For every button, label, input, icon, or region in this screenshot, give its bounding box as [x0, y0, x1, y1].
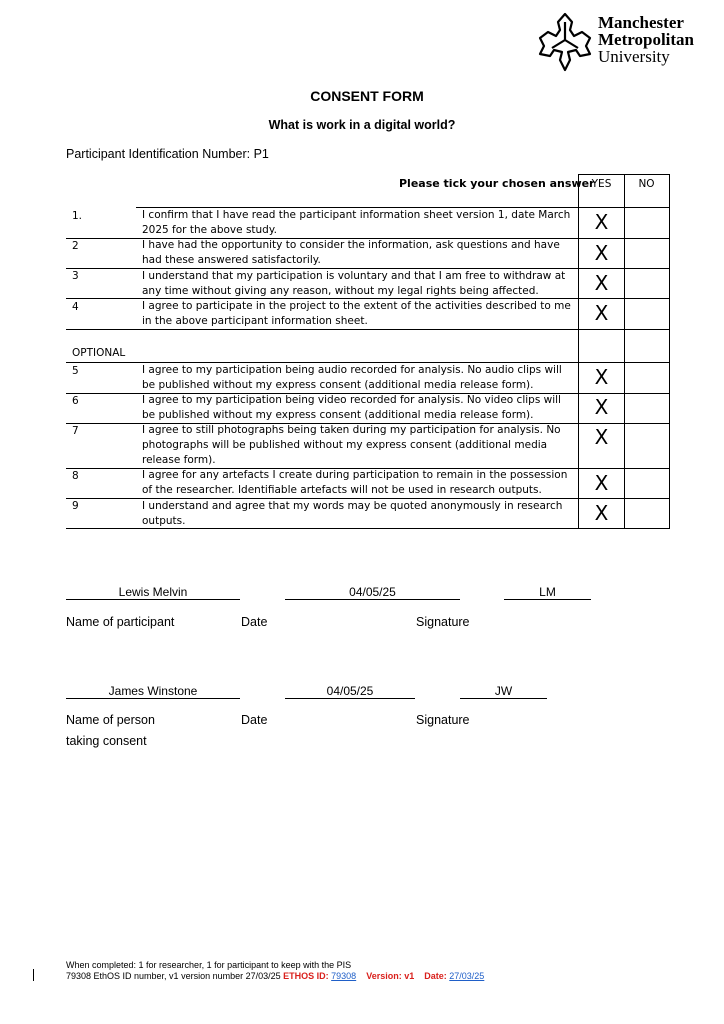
version-label: Version: v1 — [366, 971, 415, 981]
yes-mark[interactable]: X — [594, 301, 609, 325]
consent-statement: I agree for any artefacts I create during participation to remain in the possession of the researcher. Identifiable artefacts will not be used in research outputs. — [142, 469, 568, 496]
ethos-id-label: ETHOS ID: — [283, 971, 332, 981]
consent-taker-date-label: Date — [241, 713, 268, 727]
footer-version-text: 79308 EthOS ID number, v1 version number 27/03/25 — [66, 971, 284, 981]
optional-label: OPTIONAL — [72, 347, 126, 359]
footer-line-2 — [66, 971, 484, 981]
yes-mark[interactable]: X — [594, 501, 609, 525]
consent-statement: I agree to my participation being audio recorded for analysis. No audio clips will be published without my express consent (additional media release form). — [142, 364, 562, 391]
date-label: Date: — [424, 971, 450, 981]
table-divider — [66, 329, 670, 330]
consent-statement: I understand that my participation is voluntary and that I am free to withdraw at any time without giving any reason, without my legal rights being affected. — [142, 270, 566, 297]
university-logo-icon — [536, 10, 594, 74]
yes-mark[interactable]: X — [594, 365, 609, 389]
participant-date-label: Date — [241, 615, 268, 629]
consent-taker-signature-label: Signature — [416, 713, 470, 727]
yes-mark[interactable]: X — [594, 471, 609, 495]
yes-mark[interactable]: X — [594, 395, 609, 419]
consent-taker-name-field[interactable]: James Winstone — [66, 684, 240, 699]
yes-mark[interactable]: X — [594, 271, 609, 295]
row-number: 8 — [72, 470, 79, 482]
participant-name-field[interactable]: Lewis Melvin — [66, 585, 240, 600]
participant-name-label: Name of participant — [66, 615, 175, 629]
participant-date-field[interactable]: 04/05/25 — [285, 585, 460, 600]
consent-statement: I agree to still photographs being taken during my participation for analysis. No photographs will be published without my express consent (additional media release form). — [142, 424, 561, 466]
row-number: 5 — [72, 365, 79, 377]
participant-signature-label: Signature — [416, 615, 470, 629]
row-number: 3 — [72, 270, 79, 282]
consent-statement: I agree to my participation being video recorded for analysis. No video clips will be published without my express consent (additional media release form). — [142, 394, 561, 421]
consent-statement: I agree to participate in the project to the extent of the activities described to me in the above participant information sheet. — [142, 300, 571, 327]
yes-header: YES — [591, 178, 612, 190]
consent-taker-name-label: Name of person — [66, 713, 155, 727]
row-number: 7 — [72, 425, 79, 437]
consent-taker-name-label-2: taking consent — [66, 734, 147, 748]
row-number: 6 — [72, 395, 79, 407]
consent-statement: I have had the opportunity to consider the information, ask questions and have had these answered satisfactorily. — [142, 239, 560, 266]
consent-taker-date-field[interactable]: 04/05/25 — [285, 684, 415, 699]
consent-taker-signature-field[interactable]: JW — [460, 684, 547, 699]
row-number: 1. — [72, 210, 83, 222]
university-logo-text — [598, 14, 694, 65]
logo-line-1: Manchester — [598, 13, 684, 32]
row-number: 2 — [72, 240, 79, 252]
yes-mark[interactable]: X — [594, 425, 609, 449]
participant-id: Participant Identification Number: P1 — [66, 147, 269, 161]
table-divider — [669, 174, 670, 528]
form-title: CONSENT FORM — [310, 88, 424, 104]
footer-line-1: When completed: 1 for researcher, 1 for participant to keep with the PIS — [66, 960, 352, 970]
row-number: 4 — [72, 301, 79, 313]
yes-mark[interactable]: X — [594, 241, 609, 265]
study-title: What is work in a digital world? — [268, 118, 456, 132]
no-header: NO — [638, 178, 655, 190]
instruction-label: Please tick your chosen answer — [399, 177, 595, 190]
logo-line-3: University — [598, 47, 670, 66]
consent-statement: I confirm that I have read the participant information sheet version 1, date March 2025 for the above study. — [142, 209, 571, 236]
table-divider — [578, 174, 670, 175]
text-cursor — [33, 969, 34, 981]
row-number: 9 — [72, 500, 79, 512]
date-value[interactable]: 27/03/25 — [449, 971, 485, 981]
ethos-id-value[interactable]: 79308 — [331, 971, 357, 981]
table-divider — [624, 174, 625, 528]
participant-signature-field[interactable]: LM — [504, 585, 591, 600]
consent-statement: I understand and agree that my words may be quoted anonymously in research outputs. — [142, 500, 563, 527]
yes-mark[interactable]: X — [594, 210, 609, 234]
logo-line-2: Metropolitan — [598, 30, 695, 49]
